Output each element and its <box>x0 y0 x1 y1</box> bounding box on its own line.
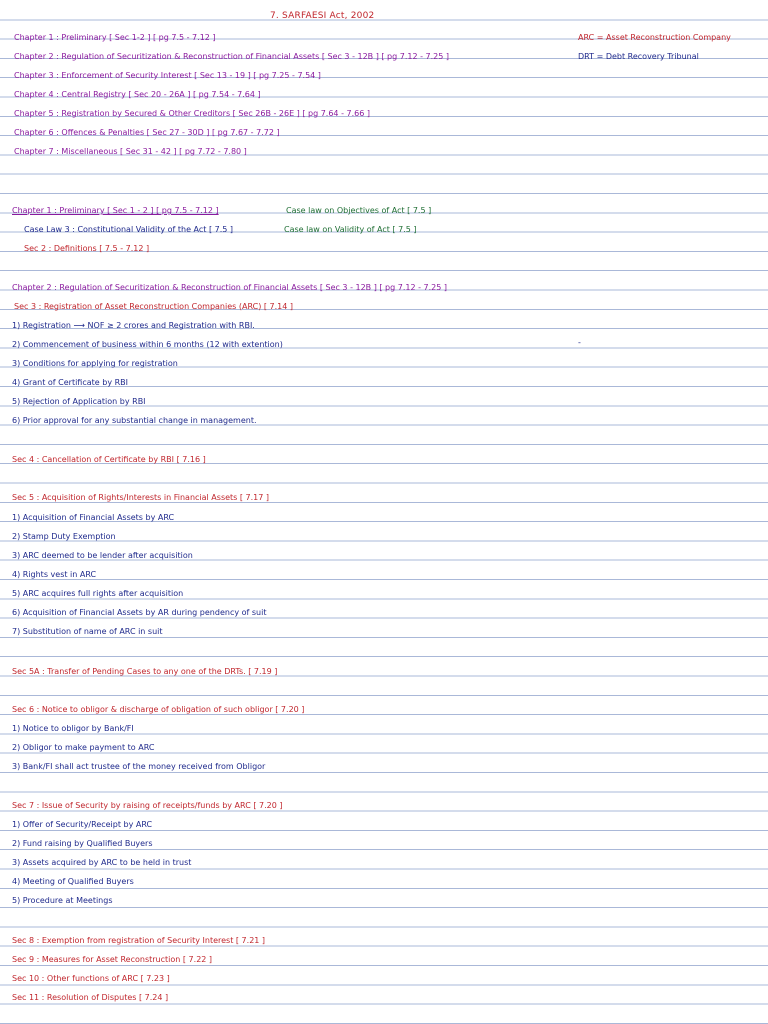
sec7-heading: Sec 7 : Issue of Security by raising of receipts/funds by ARC [ 7.20 ] <box>12 801 283 810</box>
sec5-item: 5) ARC acquires full rights after acquisition <box>12 589 184 598</box>
sec10-heading: Sec 10 : Other functions of ARC [ 7.23 ] <box>12 974 170 983</box>
chapter-index-item: Chapter 5 : Registration by Secured & Other Creditors [ Sec 26B - 26E ] [ pg 7.64 - 7.66 ] <box>14 109 370 118</box>
sec7-item: 5) Procedure at Meetings <box>12 896 113 905</box>
chapter-index-item: Chapter 2 : Regulation of Securitization & Reconstruction of Financial Assets [ Sec 3 - 12B ] [ pg 7.12 - 7.25 ] <box>14 52 449 61</box>
chapter-index-item: Chapter 3 : Enforcement of Security Interest [ Sec 13 - 19 ] [ pg 7.25 - 7.54 ] <box>14 71 321 80</box>
sec11-heading: Sec 11 : Resolution of Disputes [ 7.24 ] <box>12 993 169 1002</box>
sec5-heading: Sec 5 : Acquisition of Rights/Interests in Financial Assets [ 7.17 ] <box>12 493 270 502</box>
chapter-index-item: Chapter 6 : Offences & Penalties [ Sec 27 - 30D ] [ pg 7.67 - 7.72 ] <box>14 128 280 137</box>
sec5-item: 1) Acquisition of Financial Assets by ARC <box>12 513 175 522</box>
chapter-index-item: Chapter 1 : Preliminary [ Sec 1-2 ] [ pg 7.5 - 7.12 ] <box>14 33 216 42</box>
chapter2-heading: Chapter 2 : Regulation of Securitization & Reconstruction of Financial Assets [ Sec 3 - 12B ] [ pg 7.12 - 7.25 ] <box>12 283 447 292</box>
sec5-item: 3) ARC deemed to be lender after acquisition <box>12 551 193 560</box>
sec7-item: 4) Meeting of Qualified Buyers <box>12 877 134 886</box>
page-title: 7. SARFAESI Act, 2002 <box>270 11 375 21</box>
sec7-item: 2) Fund raising by Qualified Buyers <box>12 839 153 848</box>
sec5-item: 7) Substitution of name of ARC in suit <box>12 627 163 636</box>
sec9-heading: Sec 9 : Measures for Asset Reconstruction [ 7.22 ] <box>12 955 213 964</box>
chapter-index-item: Chapter 4 : Central Registry [ Sec 20 - 26A ] [ pg 7.54 - 7.64 ] <box>14 90 261 99</box>
sec7-item: 1) Offer of Security/Receipt by ARC <box>12 820 153 829</box>
sec3-item: 4) Grant of Certificate by RBI <box>12 378 129 387</box>
sec3-item: 3) Conditions for applying for registration <box>12 359 178 368</box>
sec7-item: 3) Assets acquired by ARC to be held in trust <box>12 858 192 867</box>
caselaw-objectives: Case law on Objectives of Act [ 7.5 ] <box>286 206 432 215</box>
sec6-item: 1) Notice to obligor by Bank/FI <box>12 724 134 733</box>
caselaw-constitutional-validity: Case Law 3 : Constitutional Validity of the Act [ 7.5 ] <box>24 225 234 234</box>
sec3-item: 1) Registration ⟶ NOF ≥ 2 crores and Registration with RBI. <box>12 321 255 330</box>
sec6-heading: Sec 6 : Notice to obligor & discharge of obligation of such obligor [ 7.20 ] <box>12 705 305 714</box>
sec5a-heading: Sec 5A : Transfer of Pending Cases to any one of the DRTs. [ 7.19 ] <box>12 667 278 676</box>
sec3-heading: Sec 3 : Registration of Asset Reconstruction Companies (ARC) [ 7.14 ] <box>14 302 293 311</box>
sec8-heading: Sec 8 : Exemption from registration of Security Interest [ 7.21 ] <box>12 936 266 945</box>
abbreviation-arc: ARC = Asset Reconstruction Company <box>578 33 731 42</box>
caselaw-validity: Case law on Validity of Act [ 7.5 ] <box>284 225 417 234</box>
sec2-definitions: Sec 2 : Definitions [ 7.5 - 7.12 ] <box>24 244 150 253</box>
sec4-heading: Sec 4 : Cancellation of Certificate by RBI [ 7.16 ] <box>12 455 206 464</box>
sec3-item: 5) Rejection of Application by RBI <box>12 397 146 406</box>
stray-mark: - <box>578 338 581 347</box>
abbreviation-drt: DRT = Debt Recovery Tribunal <box>578 52 699 61</box>
sec5-item: 4) Rights vest in ARC <box>12 570 97 579</box>
chapter1-heading <box>12 203 219 219</box>
chapter-index-item: Chapter 7 : Miscellaneous [ Sec 31 - 42 ] [ pg 7.72 - 7.80 ] <box>14 147 247 156</box>
sec3-item: 6) Prior approval for any substantial change in management. <box>12 416 257 425</box>
sec5-item: 6) Acquisition of Financial Assets by AR during pendency of suit <box>12 608 267 617</box>
sec6-item: 3) Bank/FI shall act trustee of the money received from Obligor <box>12 762 266 771</box>
sec3-item: 2) Commencement of business within 6 months (12 with extention) <box>12 340 283 349</box>
sec6-item: 2) Obligor to make payment to ARC <box>12 743 155 752</box>
chapter1-heading-text: Chapter 1 : Preliminary [ Sec 1 - 2 ] [ pg 7.5 - 7.12 ] <box>12 206 219 215</box>
sec5-item: 2) Stamp Duty Exemption <box>12 532 116 541</box>
